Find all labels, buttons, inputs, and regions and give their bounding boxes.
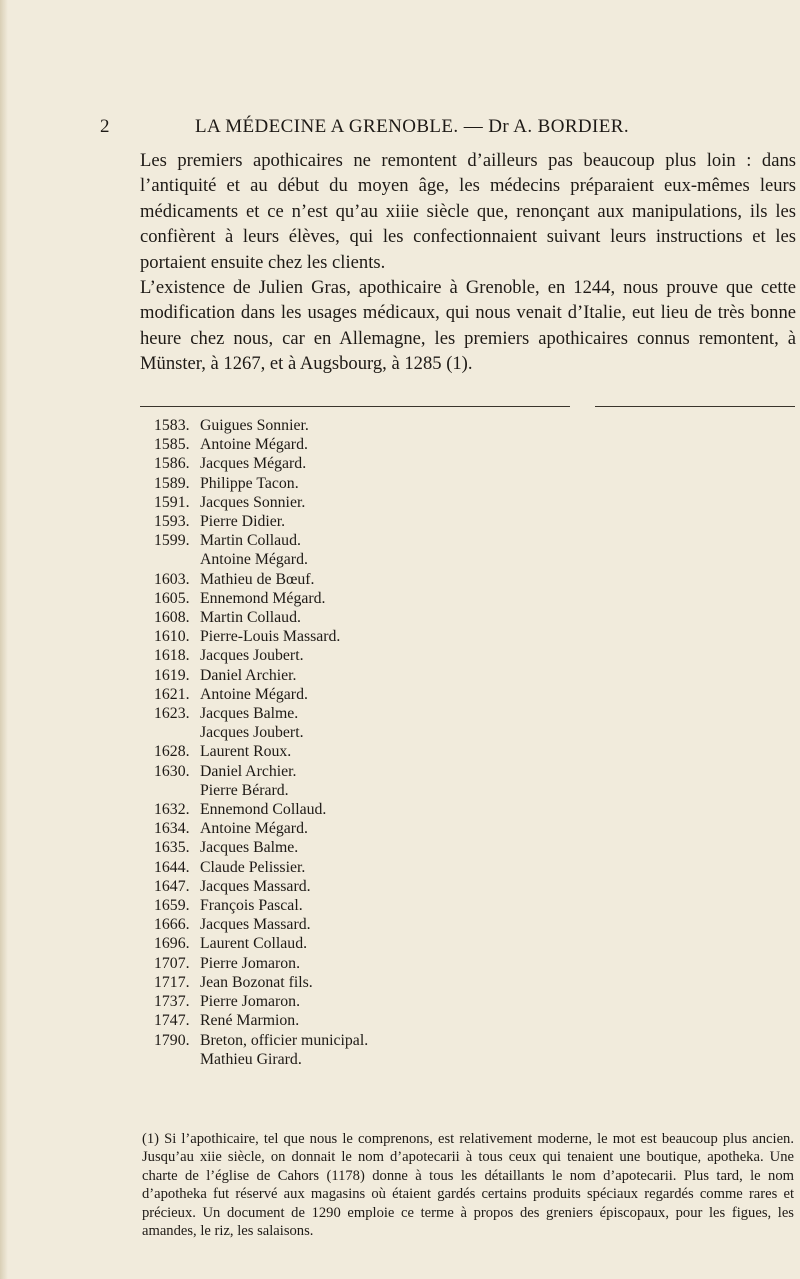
list-item-name: Martin Collaud. [200,532,301,550]
list-item [154,819,574,838]
list-item [154,877,574,896]
list-item [154,704,574,723]
list-item-year: 1603. [154,570,190,588]
list-item-year: 1632. [154,801,190,819]
list-item-year [154,723,200,742]
list-item-year: 1666. [154,916,190,934]
list-item [154,1050,574,1069]
list-item-name: Jean Bozonat fils. [200,973,313,991]
list-item-year: 1696. [154,935,190,953]
list-item-name: Antoine Mégard. [200,436,308,454]
list-item-name: Jacques Sonnier. [200,493,306,511]
list-item-name: Martin Collaud. [200,609,301,627]
list-item-name: Laurent Roux. [200,743,292,761]
list-item-name: Jacques Massard. [200,877,311,895]
list-item [154,1011,574,1030]
list-item-year: 1619. [154,666,190,684]
list-item [154,723,574,742]
list-item-year: 1630. [154,762,190,780]
list-item-name: Jacques Massard. [200,916,311,934]
list-item [154,992,574,1011]
list-item [154,685,574,704]
list-item [154,435,574,454]
list-item [154,666,574,685]
list-item-name: Mathieu Girard. [200,1050,302,1068]
list-item-name: Ennemond Collaud. [200,801,327,819]
list-item [154,973,574,992]
list-item [154,1031,574,1050]
list-item [154,954,574,973]
list-item-year: 1608. [154,609,190,627]
list-item-year: 1717. [154,973,190,991]
list-item-year: 1634. [154,820,190,838]
list-item [154,474,574,493]
list-item-year: 1593. [154,513,190,531]
list-item-year: 1707. [154,954,190,972]
list-item [154,781,574,800]
list-item [154,800,574,819]
list-rule-right [595,406,795,407]
list-item-name: Antoine Mégard. [200,685,308,703]
list-item-name: Jacques Balme. [200,839,299,857]
list-item-name: Ennemond Mégard. [200,589,326,607]
list-item-name: Guigues Sonnier. [200,417,309,434]
list-item-name: Breton, officier municipal. [200,1031,369,1049]
list-item [154,915,574,934]
list-item-year: 1591. [154,493,190,511]
list-item-name: Antoine Mégard. [200,551,308,569]
list-item-year: 1621. [154,685,190,703]
list-item-year: 1647. [154,877,190,895]
list-item-name: Jacques Balme. [200,705,299,723]
list-item-name: Jacques Mégard. [200,455,307,473]
list-item-year [154,1050,200,1069]
list-item-name: Mathieu de Bœuf. [200,570,315,588]
list-item-name: Jacques Joubert. [200,724,304,742]
list-item-name: Pierre Didier. [200,513,286,531]
paragraph-2: L’existence de Julien Gras, apothicaire à Grenoble, en 1244, nous prouve que cette modification dans les usages médicaux, qui nous venait d’Italie, eut lieu de très bonne heure chez nous, car en Allemagne, les premiers apothicaires connus remontent, à Münster, à 1267, et à Augsbourg, à 1285 (1). [140,277,796,375]
list-item-name: François Pascal. [200,897,303,915]
list-item-name: Pierre Jomaron. [200,993,301,1011]
list-item-name: Claude Pelissier. [200,858,306,876]
list-item-year: 1737. [154,993,190,1011]
list-item-year: 1610. [154,628,190,646]
list-item-year: 1618. [154,647,190,665]
list-item-year: 1586. [154,455,190,473]
page-edge-shadow [0,0,8,1279]
list-item-year: 1747. [154,1012,190,1030]
paragraph-1: Les premiers apothicaires ne remontent d’ailleurs pas beaucoup plus loin : dans l’antiquité et au début du moyen âge, les médecins préparaient eux-mêmes leurs médicaments et ce n’est qu’au xiiie siècle que, renonçant aux manipulations, ils les confièrent à leurs élèves, qui les confectionnaient suivant leurs instructions et les portaient ensuite chez les clients. [140,150,796,273]
list-item-name: Pierre Jomaron. [200,954,301,972]
footnote-text: (1) Si l’apothicaire, tel que nous le comprenons, est relativement moderne, le mot est beaucoup plus ancien. Jusqu’au xiie siècle, on donnait le nom d’apotecarii à tous ceux qui tenaient une boutique, apotheka. Une charte de l’église de Cahors (1178) donne à tous les détaillants le nom d’apotecarii. Plus tard, le nom d’apotheka fut réservé aux magasins où étaient gardés certains produits spéciaux regardés comme rares et précieux. Un document de 1290 emploie ce terme à propos des greniers épiscopaux, pour les figues, les amandes, le riz, les salaisons. [142,1131,794,1240]
list-item [154,838,574,857]
list-item-year [154,781,200,800]
list-item [154,531,574,550]
list-item-year: 1790. [154,1031,190,1049]
list-item-year: 1583. [154,417,190,434]
list-item-year: 1644. [154,858,190,876]
list-item-year: 1605. [154,589,190,607]
list-item [154,550,574,569]
list-item [154,493,574,512]
list-item [154,512,574,531]
list-item-year: 1628. [154,743,190,761]
list-item-year [154,550,200,569]
list-item-name: Laurent Collaud. [200,935,308,953]
list-item-name: Pierre Bérard. [200,781,289,799]
list-item [154,646,574,665]
list-item-name: René Marmion. [200,1012,300,1030]
list-item [154,416,574,435]
list-item-year: 1635. [154,839,190,857]
list-item [154,570,574,589]
list-item-name: Daniel Archier. [200,762,297,780]
list-item [154,858,574,877]
running-title: LA MÉDECINE A GRENOBLE. — Dr A. BORDIER. [195,116,629,137]
list-item [154,608,574,627]
page-number: 2 [100,116,110,137]
footnote [142,1130,794,1240]
list-item [154,742,574,761]
list-item-year: 1599. [154,532,190,550]
list-item-name: Philippe Tacon. [200,474,299,492]
list-item [154,589,574,608]
list-item [154,627,574,646]
list-item-year: 1585. [154,436,190,454]
list-item [154,896,574,915]
list-item [154,454,574,473]
list-item-year: 1659. [154,897,190,915]
list-item-year: 1589. [154,474,190,492]
list-item [154,762,574,781]
list-rule-left [140,406,570,407]
list-item [154,934,574,953]
list-item-name: Jacques Joubert. [200,647,304,665]
running-header [100,116,790,140]
apothecary-list [154,416,574,1069]
list-item-name: Antoine Mégard. [200,820,308,838]
list-item-year: 1623. [154,705,190,723]
list-item-name: Pierre-Louis Massard. [200,628,341,646]
body-text [140,148,796,377]
list-item-name: Daniel Archier. [200,666,297,684]
